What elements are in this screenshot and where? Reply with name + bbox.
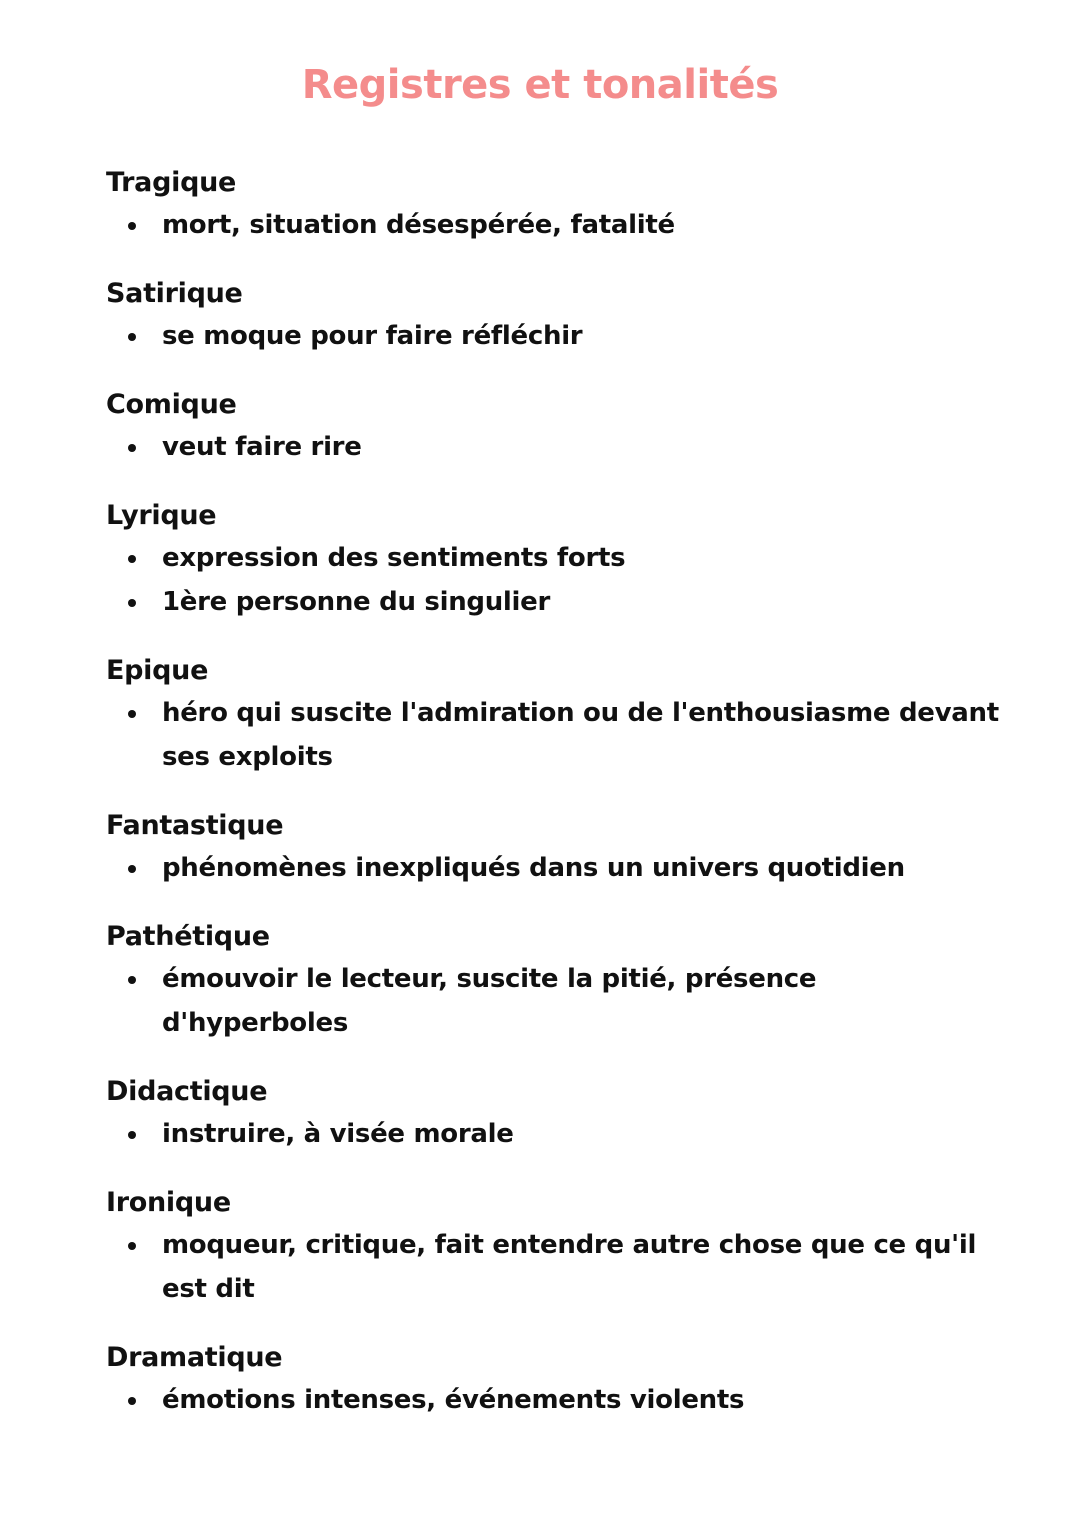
bullet-list <box>106 957 1006 1045</box>
bullet-item: phénomènes inexpliqués dans un univers quotidien <box>162 846 1006 890</box>
register-section <box>106 1183 1006 1311</box>
bullet-list <box>106 1378 1006 1422</box>
register-section <box>106 806 1006 890</box>
register-section <box>106 917 1006 1045</box>
bullet-item: moqueur, critique, fait entendre autre chose que ce qu'il est dit <box>162 1223 1006 1311</box>
bullet-item: instruire, à visée morale <box>162 1112 1006 1156</box>
bullet-item: se moque pour faire réfléchir <box>162 314 1006 358</box>
register-heading: Comique <box>106 389 237 420</box>
bullet-item: héro qui suscite l'admiration ou de l'enthousiasme devant ses exploits <box>162 691 1006 779</box>
bullet-list <box>106 1112 1006 1156</box>
register-heading: Didactique <box>106 1076 268 1107</box>
bullet-item: expression des sentiments forts <box>162 536 1006 580</box>
register-section <box>106 1072 1006 1156</box>
register-heading: Dramatique <box>106 1342 283 1373</box>
register-section <box>106 385 1006 469</box>
register-heading: Ironique <box>106 1187 231 1218</box>
register-heading: Satirique <box>106 278 243 309</box>
register-heading: Pathétique <box>106 921 270 952</box>
register-heading: Lyrique <box>106 500 217 531</box>
bullet-item: 1ère personne du singulier <box>162 580 1006 624</box>
bullet-list <box>106 1223 1006 1311</box>
bullet-list <box>106 314 1006 358</box>
bullet-list <box>106 536 1006 624</box>
page-title: Registres et tonalités <box>301 62 779 108</box>
bullet-list <box>106 203 1006 247</box>
bullet-item: émotions intenses, événements violents <box>162 1378 1006 1422</box>
register-list <box>106 163 1006 1449</box>
register-heading: Epique <box>106 655 209 686</box>
bullet-item: mort, situation désespérée, fatalité <box>162 203 1006 247</box>
bullet-item: émouvoir le lecteur, suscite la pitié, présence d'hyperboles <box>162 957 1006 1045</box>
register-section <box>106 1338 1006 1422</box>
register-section <box>106 163 1006 247</box>
register-heading: Fantastique <box>106 810 284 841</box>
bullet-item: veut faire rire <box>162 425 1006 469</box>
register-section <box>106 651 1006 779</box>
bullet-list <box>106 691 1006 779</box>
bullet-list <box>106 425 1006 469</box>
register-heading: Tragique <box>106 167 237 198</box>
register-section <box>106 274 1006 358</box>
bullet-list <box>106 846 1006 890</box>
register-section <box>106 496 1006 624</box>
